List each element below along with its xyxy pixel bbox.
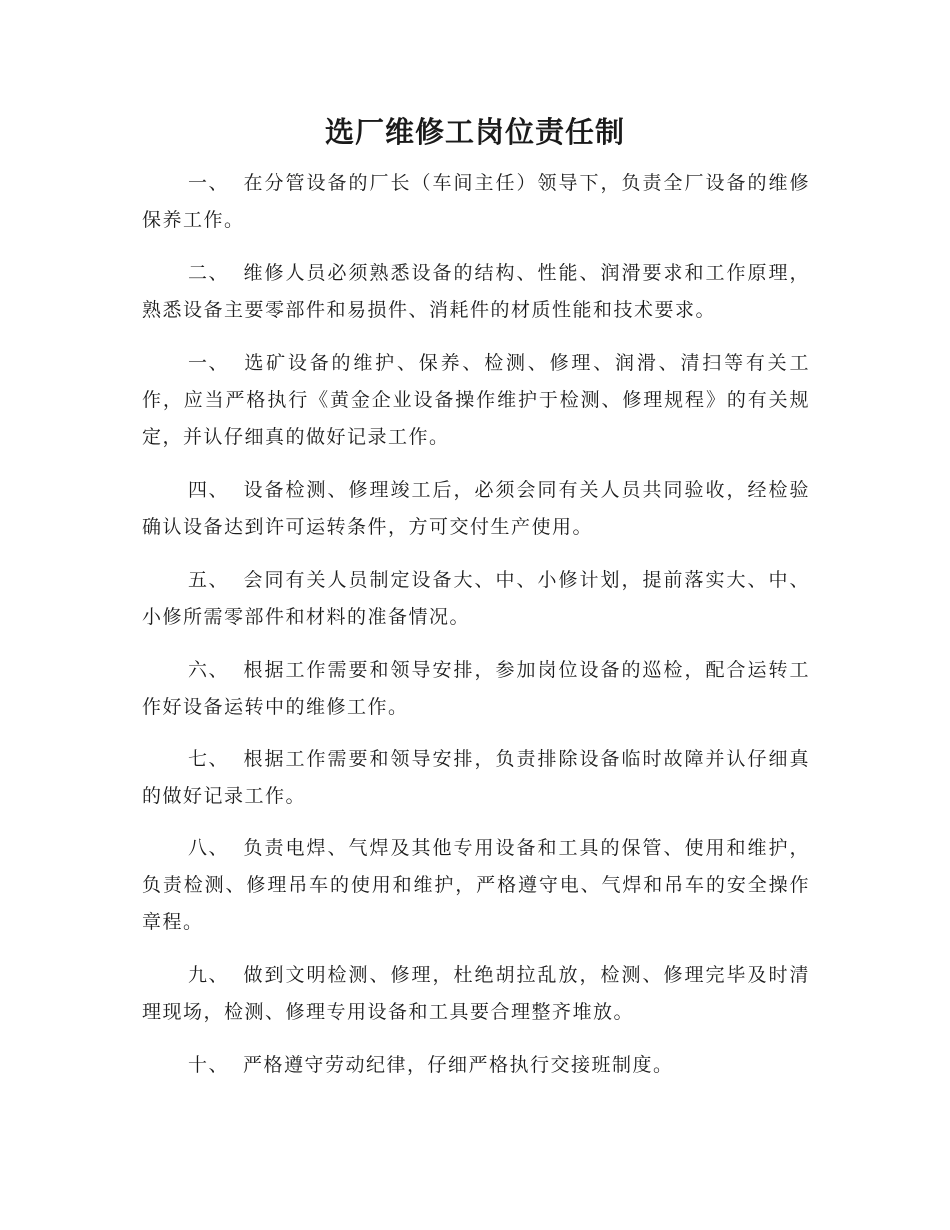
clause-2 xyxy=(142,255,810,329)
clause-9 xyxy=(142,957,810,1031)
clause-5 xyxy=(142,562,810,636)
clause-number: 六、 xyxy=(188,659,230,681)
clause-text: 维修人员必须熟悉设备的结构、性能、润滑要求和工作原理，熟悉设备主要零部件和易损件、消耗件的材质性能和技术要求。 xyxy=(142,262,810,321)
clause-10 xyxy=(142,1047,810,1084)
clause-number: 五、 xyxy=(188,569,230,591)
clause-number: 一、 xyxy=(188,172,230,194)
clause-number: 七、 xyxy=(188,748,230,770)
clause-6 xyxy=(142,652,810,726)
clause-number: 一、 xyxy=(188,352,230,374)
clause-7 xyxy=(142,741,810,815)
clause-4 xyxy=(142,472,810,546)
clause-1 xyxy=(142,165,810,239)
clause-number: 十、 xyxy=(188,1054,230,1076)
clause-text: 负责电焊、气焊及其他专用设备和工具的保管、使用和维护，负责检测、修理吊车的使用和维护，严格遵守电、气焊和吊车的安全操作章程。 xyxy=(142,837,810,933)
clause-text: 做到文明检测、修理，杜绝胡拉乱放，检测、修理完毕及时清理现场，检测、修理专用设备和工具要合理整齐堆放。 xyxy=(142,964,810,1023)
clause-text: 严格遵守劳动纪律，仔细严格执行交接班制度。 xyxy=(243,1054,674,1076)
clause-text: 在分管设备的厂长（车间主任）领导下，负责全厂设备的维修保养工作。 xyxy=(142,172,810,231)
clause-text: 根据工作需要和领导安排，参加岗位设备的巡检，配合运转工作好设备运转中的维修工作。 xyxy=(142,659,810,718)
clause-text: 会同有关人员制定设备大、中、小修计划，提前落实大、中、小修所需零部件和材料的准备情况。 xyxy=(142,569,810,628)
clause-8 xyxy=(142,830,810,941)
clause-number: 八、 xyxy=(188,837,230,859)
document-title: 选厂维修工岗位责任制 xyxy=(324,115,625,149)
clause-text: 根据工作需要和领导安排，负责排除设备临时故障并认仔细真的做好记录工作。 xyxy=(142,748,810,807)
clause-text: 选矿设备的维护、保养、检测、修理、润滑、清扫等有关工作，应当严格执行《黄金企业设备操作维护于检测、修理规程》的有关规定，并认仔细真的做好记录工作。 xyxy=(142,352,810,448)
clause-3 xyxy=(142,345,810,456)
clause-number: 九、 xyxy=(188,964,230,986)
clause-number: 四、 xyxy=(188,479,230,501)
clause-text: 设备检测、修理竣工后，必须会同有关人员共同验收，经检验确认设备达到许可运转条件，方可交付生产使用。 xyxy=(142,479,810,538)
clause-number: 二、 xyxy=(188,262,230,284)
